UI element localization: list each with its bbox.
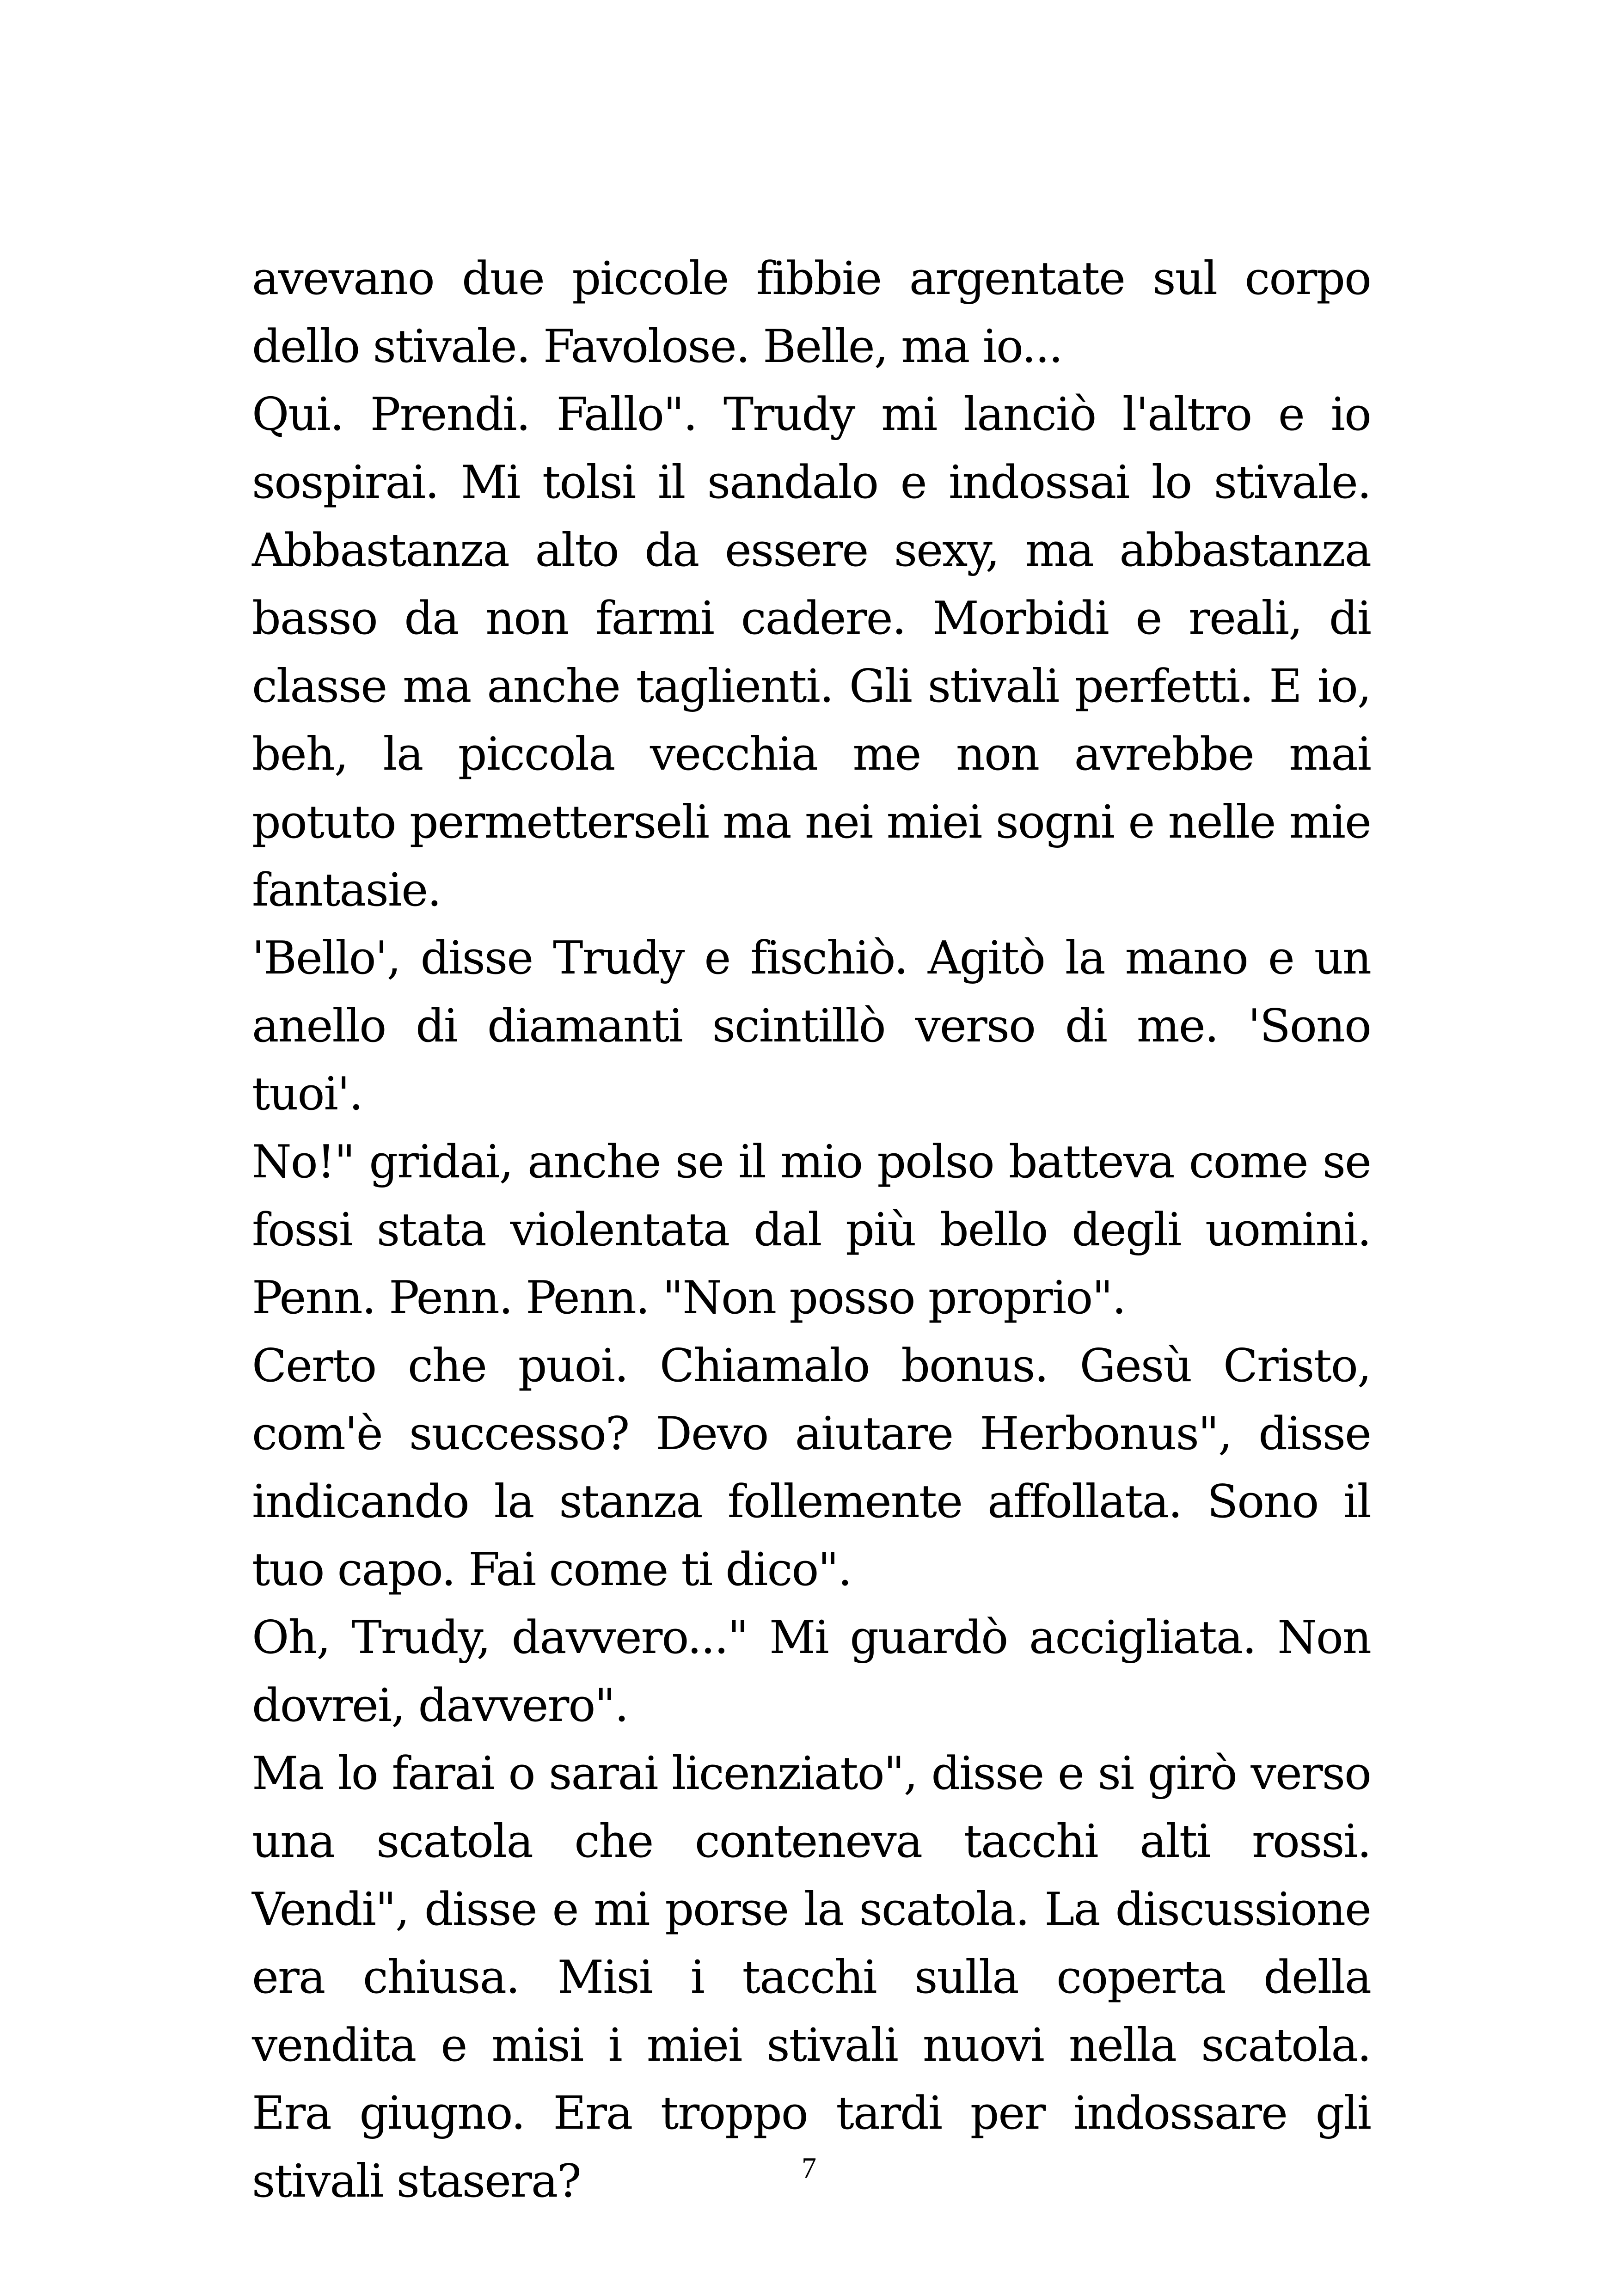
paragraph: Ma lo farai o sarai licenziato", disse e si girò verso una scatola che conteneva tacchi alti rossi. Vendi", disse e mi porse la scatola. La discussione era chiusa. Misi i tacchi sulla coperta della vendita e misi i miei stivali nuovi nella scatola. Era giugno. Era troppo tardi per indossare gli stivali stasera? (252, 1747, 1371, 2208)
paragraph: No!" gridai, anche se il mio polso batteva come se fossi stata violentata dal più bello degli uomini. Penn. Penn. Penn. "Non posso proprio". (252, 1136, 1371, 1324)
paragraph: Oh, Trudy, davvero..." Mi guardò accigliata. Non dovrei, davvero". (252, 1611, 1371, 1732)
paragraph: avevano due piccole fibbie argentate sul corpo dello stivale. Favolose. Belle, ma io... (252, 252, 1371, 373)
page-number: 7 (802, 2151, 816, 2184)
paragraph: 'Bello', disse Trudy e fischiò. Agitò la mano e un anello di diamanti scintillò verso di me. 'Sono tuoi'. (252, 932, 1371, 1120)
body-text (252, 245, 1371, 2216)
paragraph: Certo che puoi. Chiamalo bonus. Gesù Cristo, com'è successo? Devo aiutare Herbonus", disse indicando la stanza follemente affollata. Sono il tuo capo. Fai come ti dico". (252, 1340, 1371, 1596)
paragraph: Qui. Prendi. Fallo". Trudy mi lanciò l'altro e io sospirai. Mi tolsi il sandalo e indossai lo stivale. Abbastanza alto da essere sexy, ma abbastanza basso da non farmi cadere. Morbidi e reali, di classe ma anche taglienti. Gli stivali perfetti. E io, beh, la piccola vecchia me non avrebbe mai potuto permetterseli ma nei miei sogni e nelle mie fantasie. (252, 388, 1371, 917)
